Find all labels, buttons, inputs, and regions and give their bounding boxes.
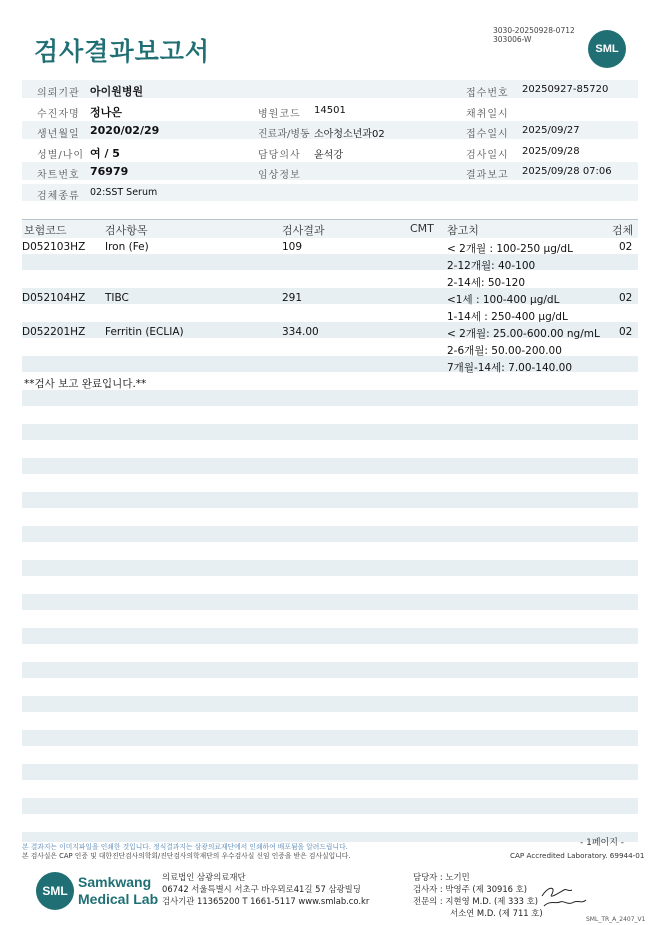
org-address: 06742 서울특별시 서초구 바우뫼로41길 57 삼광빌딩 xyxy=(162,884,361,894)
row-band xyxy=(22,254,638,270)
dept-label: 진료과/병동 xyxy=(258,129,310,140)
row-1-specimen: 02 xyxy=(619,241,633,253)
brand-name xyxy=(78,874,158,908)
row-band xyxy=(22,696,638,712)
row-6-ref: < 2개월: 25.00-600.00 ng/mL xyxy=(447,328,600,340)
doctor-value: 윤석강 xyxy=(314,150,343,161)
staff-examiner: 검사자 : 박영주 (제 30916 호) xyxy=(413,884,528,894)
exam-date-label: 검사일시 xyxy=(466,150,509,161)
patient-label: 수진자명 xyxy=(37,109,80,120)
row-6-code: D052201HZ xyxy=(22,326,86,338)
requester-label: 의뢰기관 xyxy=(37,88,80,99)
col-header-ref: 참고치 xyxy=(447,224,479,237)
row-6-result: 334.00 xyxy=(282,326,319,338)
org-contact: 검사기관 11365200 T 1661-5117 www.smlab.co.kr xyxy=(162,896,370,906)
specimen-value: 02:SST Serum xyxy=(90,187,158,198)
row-1-result: 109 xyxy=(282,241,303,253)
row-4-item: TIBC xyxy=(105,292,129,304)
report-label: 결과보고 xyxy=(466,170,509,181)
receipt-date-value: 2025/09/27 xyxy=(522,125,580,136)
col-header-code: 보험코드 xyxy=(24,224,67,237)
birth-label: 생년월일 xyxy=(37,129,80,140)
receipt-no-value: 20250927-85720 xyxy=(522,84,609,95)
receipt-date-label: 접수일시 xyxy=(466,129,509,140)
staff-manager: 담당자 : 노기민 xyxy=(413,872,470,882)
birth-value: 2020/02/29 xyxy=(90,124,160,137)
footer-notice-line-1: 본 결과지는 이미지파일을 인쇄한 것입니다. 정식결과지는 삼광의료재단에서 인쇄하여 배포됨을 알려드립니다. xyxy=(22,843,348,851)
hospital-code-label: 병원코드 xyxy=(258,109,301,120)
row-band xyxy=(22,560,638,576)
col-header-result: 검사결과 xyxy=(282,224,325,237)
footer-notice xyxy=(22,843,350,861)
row-band xyxy=(22,662,638,678)
signature-icon xyxy=(538,882,588,912)
row-4-code: D052104HZ xyxy=(22,292,86,304)
form-id: SML_TR_A_2407_V1 xyxy=(586,916,646,923)
hospital-code-value: 14501 xyxy=(314,105,346,116)
row-6-item: Ferritin (ECLIA) xyxy=(105,326,184,338)
row-3-ref: 2-14세: 50-120 xyxy=(447,277,526,289)
patient-value: 정나은 xyxy=(90,106,122,119)
specimen-label: 검체종류 xyxy=(37,191,80,202)
clinical-label: 임상정보 xyxy=(258,170,301,181)
col-header-cmt: CMT xyxy=(410,222,434,235)
dept-value: 소아청소년과02 xyxy=(314,129,385,140)
row-1-code: D052103HZ xyxy=(22,241,86,253)
row-band xyxy=(22,526,638,542)
row-band xyxy=(22,764,638,780)
receipt-no-label: 접수번호 xyxy=(466,88,509,99)
doctor-label: 담당의사 xyxy=(258,150,301,161)
sex-age-value: 여 / 5 xyxy=(90,147,120,160)
row-2-ref: 2-12개월: 40-100 xyxy=(447,260,536,272)
sex-age-label: 성별/나이 xyxy=(37,150,85,161)
sml-footer-logo-icon xyxy=(36,872,74,910)
logo-text: SML xyxy=(595,43,619,55)
document-id-line-2: 303006-W xyxy=(493,35,532,44)
page-number: - 1페이지 - xyxy=(580,838,625,848)
row-band xyxy=(22,492,638,508)
row-7-ref: 2-6개월: 50.00-200.00 xyxy=(447,345,562,357)
row-band xyxy=(22,390,638,406)
cap-accreditation: CAP Accredited Laboratory. 69944-01 xyxy=(510,851,645,860)
row-band xyxy=(22,424,638,440)
org-address-block xyxy=(162,871,369,907)
brand-line-2: Medical Lab xyxy=(78,891,159,907)
row-band xyxy=(22,594,638,610)
col-header-item: 검사항목 xyxy=(105,224,148,237)
row-4-ref: <1세 : 100-400 μg/dL xyxy=(447,294,560,306)
row-4-specimen: 02 xyxy=(619,292,633,304)
row-band xyxy=(22,628,638,644)
page-title: 검사결과보고서 xyxy=(34,37,211,66)
exam-date-value: 2025/09/28 xyxy=(522,146,580,157)
row-4-result: 291 xyxy=(282,292,303,304)
report-value: 2025/09/28 07:06 xyxy=(522,166,612,177)
staff-block xyxy=(413,871,543,919)
row-1-ref: < 2개월 : 100-250 μg/dL xyxy=(447,243,573,255)
row-band xyxy=(22,458,638,474)
staff-specialist-2: 서소연 M.D. (제 711 호) xyxy=(450,908,543,918)
requester-value: 아이원병원 xyxy=(90,85,144,98)
row-band xyxy=(22,798,638,814)
row-8-ref: 7개월-14세: 7.00-140.00 xyxy=(447,362,573,374)
org-name: 의료법인 삼광의료재단 xyxy=(162,872,246,882)
staff-specialist-1: 전문의 : 지현영 M.D. (제 333 호) xyxy=(413,896,539,906)
row-5-ref: 1-14세 : 250-400 μg/dL xyxy=(447,311,568,323)
footer-notice-line-2: 본 검사실은 CAP 인증 및 대한진단검사의학회/진단검사의학재단의 우수검사실 신임 인증을 받은 검사실입니다. xyxy=(22,852,351,860)
col-header-specimen: 검체 xyxy=(612,224,634,237)
chart-label: 차트번호 xyxy=(37,170,80,181)
brand-line-1: Samkwang xyxy=(78,874,152,890)
row-band xyxy=(22,832,638,842)
document-id-line-1: 3030-20250928-0712 xyxy=(493,26,575,35)
row-6-specimen: 02 xyxy=(619,326,633,338)
row-1-item: Iron (Fe) xyxy=(105,241,149,253)
collect-date-label: 채취일시 xyxy=(466,109,509,120)
row-band xyxy=(22,730,638,746)
footer-logo-text: SML xyxy=(42,884,68,898)
report-complete-note: **검사 보고 완료입니다.** xyxy=(24,378,147,390)
chart-value: 76979 xyxy=(90,165,129,178)
document-id xyxy=(493,26,575,44)
sml-logo-icon xyxy=(588,30,626,68)
